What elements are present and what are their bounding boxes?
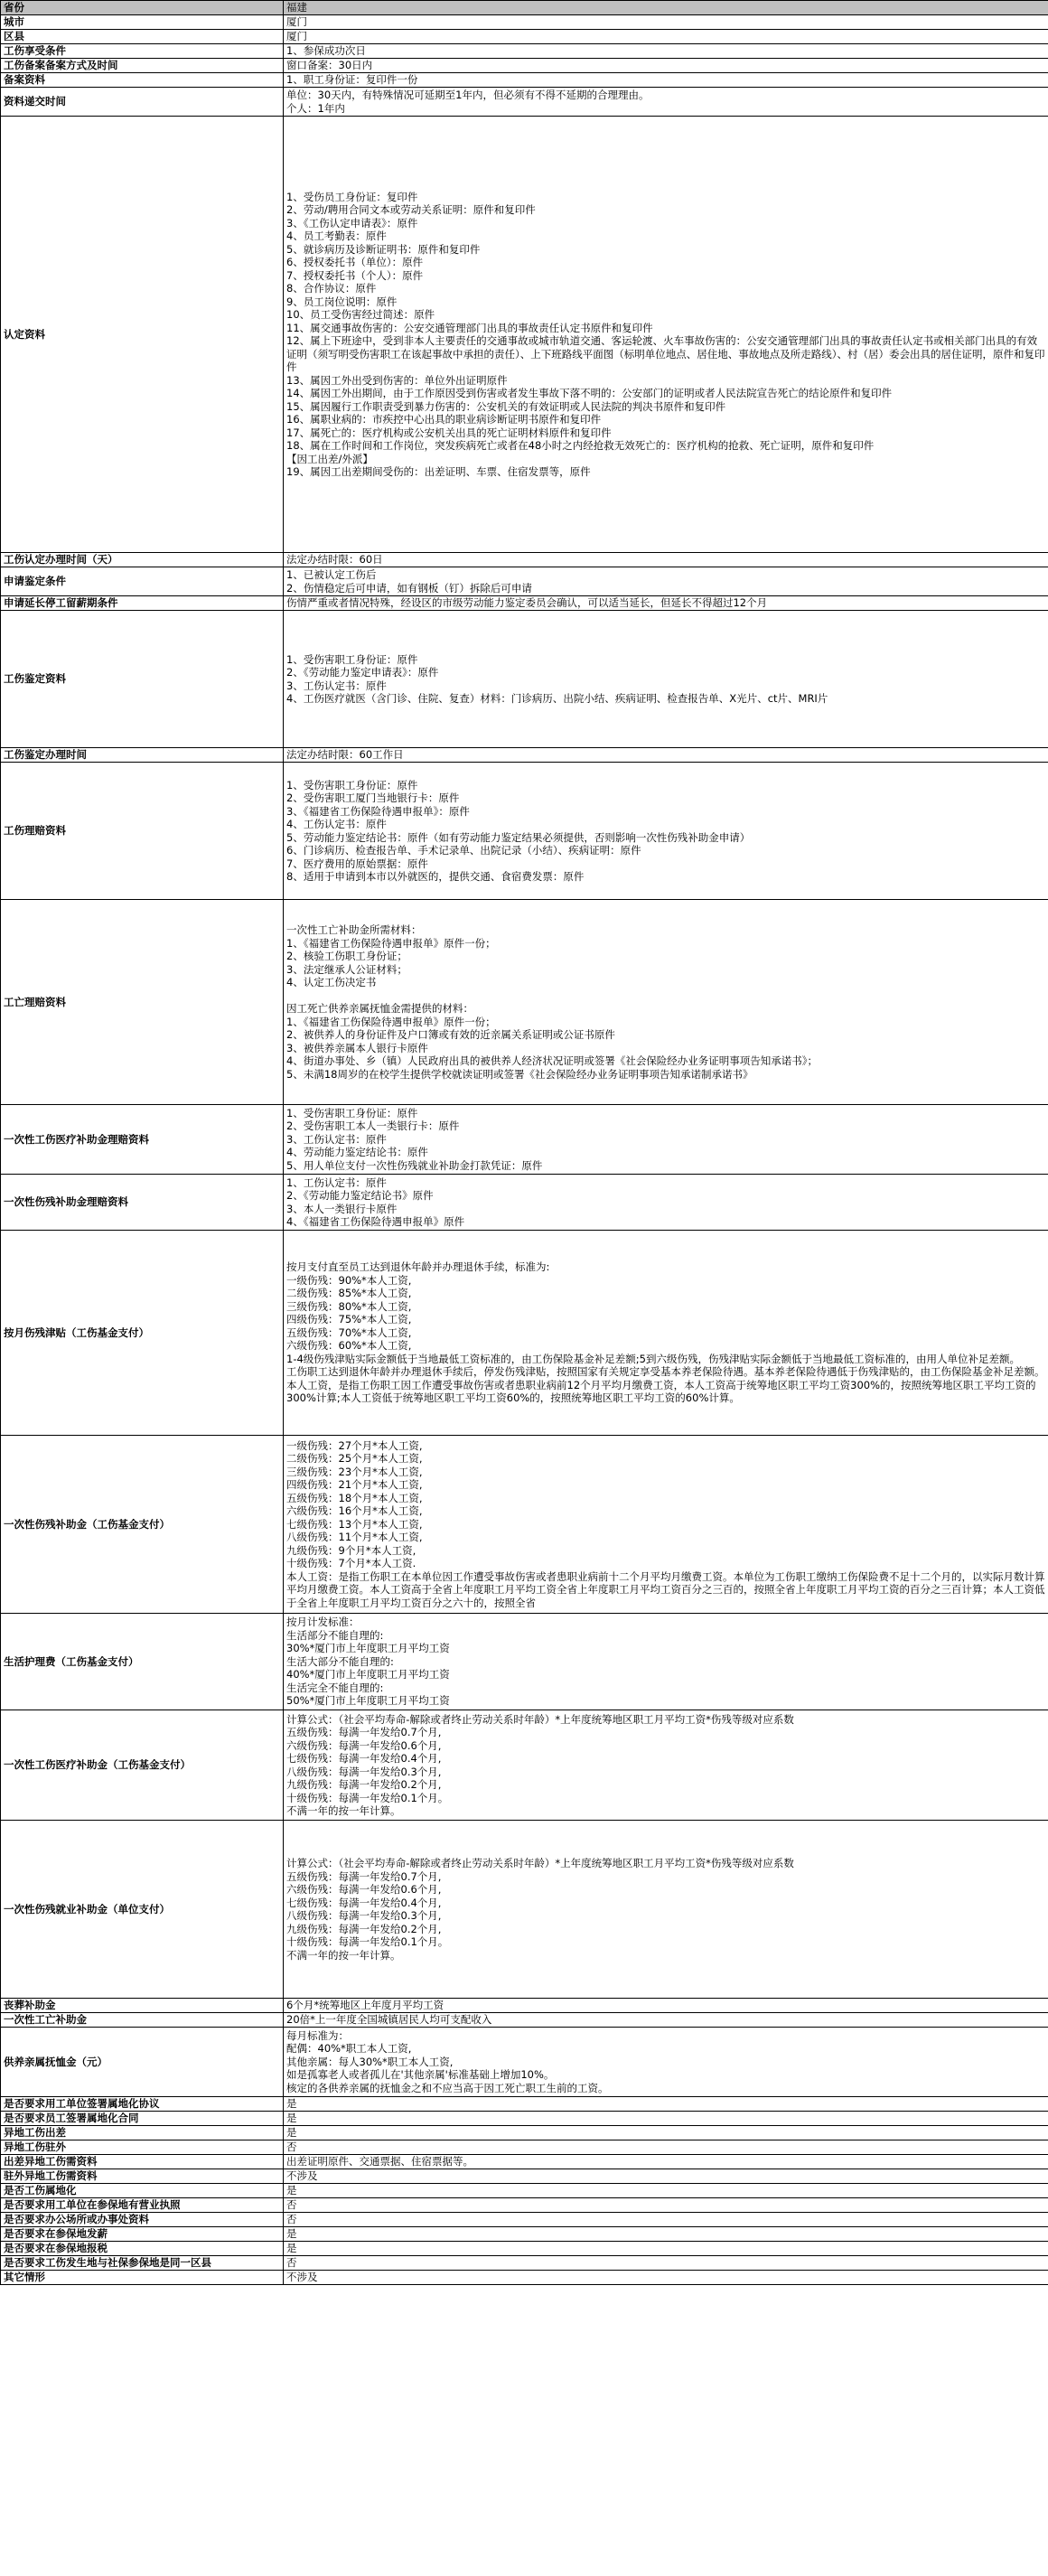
row-label: 备案资料 (1, 73, 284, 88)
row-value: 每月标准为： 配偶：40%*职工本人工资, 其他亲属：每人30%*职工本人工资, 如是孤寡老人或者孤儿在'其他亲属'标准基础上增加10%。 核定的各供养亲属的抚恤金之和不应当高于因工死亡职工生前的工资。 (284, 2028, 1048, 2097)
table-row (1, 900, 1048, 1105)
row-value: 窗口备案：30日内 (284, 59, 1048, 73)
table-row (1, 2213, 1048, 2227)
row-label: 工伤享受条件 (1, 44, 284, 59)
table-row (1, 567, 1048, 596)
row-label: 异地工伤驻外 (1, 2140, 284, 2155)
row-label: 驻外异地工伤需资料 (1, 2169, 284, 2184)
row-label: 是否要求在参保地发薪 (1, 2227, 284, 2242)
table-row (1, 2097, 1048, 2112)
row-value: 计算公式：（社会平均寿命-解除或者终止劳动关系时年龄）*上年度统筹地区职工月平均工资*伤残等级对应系数 五级伤残：每满一年发给0.7个月, 六级伤残：每满一年发给0.6个月, 七级伤残：每满一年发给0.4个月, 八级伤残：每满一年发给0.3个月, 九级伤残：每满一年发给0.2个月, 十级伤残：每满一年发给0.1个月。 不满一年的按一年计算。 (284, 1821, 1048, 1999)
row-value: 1、受伤害职工身份证：原件 2、受伤害职工本人一类银行卡：原件 3、工伤认定书：原件 4、劳动能力鉴定结论书：原件 5、用人单位支付一次性伤残就业补助金打款凭证：原件 (284, 1105, 1048, 1175)
row-value: 福建 (284, 1, 1048, 15)
table-row (1, 2155, 1048, 2169)
row-value: 出差证明原件、交通票据、住宿票据等。 (284, 2155, 1048, 2169)
row-label: 按月伤残津贴（工伤基金支付） (1, 1231, 284, 1436)
row-value: 一级伤残：27个月*本人工资, 二级伤残：25个月*本人工资, 三级伤残：23个月*本人工资, 四级伤残：21个月*本人工资, 五级伤残：18个月*本人工资, 六级伤残：16个月*本人工资, 七级伤残：13个月*本人工资, 八级伤残：11个月*本人工资, 九级伤残：9个月*本人工资, 十级伤残：7个月*本人工资. 本人工资：是指工伤职工在本单位因工作遭受事故伤害或者患职业病前十二个月平均月缴费工资。本单位为工伤职工缴纳工伤保险费不足十二个月的，以实际月数计算平均月缴费工资。本人工资高于全省上年度职工月平均工资全省上年度职工月平均工资百分之三百的，按照全省上年度职工月平均工资的百分之三百计算；本人工资低于全省上年度职工月平均工资百分之六十的，按照全省 (284, 1436, 1048, 1614)
table-row (1, 88, 1048, 117)
row-value: 是 (284, 2112, 1048, 2126)
row-value: 是 (284, 2227, 1048, 2242)
row-label: 异地工伤出差 (1, 2126, 284, 2140)
row-value: 1、工伤认定书：原件 2、《劳动能力鉴定结论书》原件 3、本人一类银行卡原件 4、《福建省工伤保险待遇申报单》原件 (284, 1175, 1048, 1231)
table-row (1, 596, 1048, 611)
table-row (1, 1105, 1048, 1175)
row-label: 丧葬补助金 (1, 1999, 284, 2013)
row-label: 是否要求员工签署属地化合同 (1, 2112, 284, 2126)
row-value: 1、参保成功次日 (284, 44, 1048, 59)
row-label: 是否要求用工单位在参保地有营业执照 (1, 2198, 284, 2213)
row-label: 申请延长停工留薪期条件 (1, 596, 284, 611)
row-value: 1、职工身份证：复印件一份 (284, 73, 1048, 88)
row-value: 厦门 (284, 30, 1048, 44)
table-row (1, 748, 1048, 763)
row-label: 一次性工伤医疗补助金（工伤基金支付） (1, 1710, 284, 1821)
table-row (1, 2028, 1048, 2097)
table-row (1, 59, 1048, 73)
row-label: 省份 (1, 1, 284, 15)
row-label: 工伤鉴定办理时间 (1, 748, 284, 763)
table-row (1, 763, 1048, 900)
row-value: 1、受伤害职工身份证：原件 2、受伤害职工厦门当地银行卡：原件 3、《福建省工伤保险待遇申报单》：原件 4、工伤认定书：原件 5、劳动能力鉴定结论书：原件（如有劳动能力鉴定结果必须提供，否则影响一次性伤残补助金申请） 6、门诊病历、检查报告单、手术记录单、出院记录（小结）、疾病证明：原件 7、医疗费用的原始票据：原件 8、适用于申请到本市以外就医的，提供交通、食宿费发票：原件 (284, 763, 1048, 900)
row-label: 生活护理费（工伤基金支付） (1, 1614, 284, 1710)
row-value: 不涉及 (284, 2271, 1048, 2285)
row-value: 是 (284, 2184, 1048, 2198)
row-label: 工亡理赔资料 (1, 900, 284, 1105)
row-label: 一次性伤残就业补助金（单位支付） (1, 1821, 284, 1999)
row-label: 是否要求用工单位签署属地化协议 (1, 2097, 284, 2112)
table-row (1, 2271, 1048, 2285)
table-row (1, 2169, 1048, 2184)
row-value: 是 (284, 2242, 1048, 2256)
row-value: 一次性工亡补助金所需材料： 1、《福建省工伤保险待遇申报单》原件一份； 2、核验工伤职工身份证； 3、法定继承人公证材料； 4、认定工伤决定书 因工死亡供养亲属抚恤金需提供的材料： 1、《福建省工伤保险待遇申报单》原件一份； 2、被供养人的身份证件及户口簿或有效的近亲属关系证明或公证书原件 3、被供养亲属本人银行卡原件 4、街道办事处、乡（镇）人民政府出具的被供养人经济状况证明或签署《社会保险经办业务证明事项告知承诺书》； 5、未满18周岁的在校学生提供学校就读证明或签署《社会保险经办业务证明事项告知承诺制承诺书》 (284, 900, 1048, 1105)
row-value: 否 (284, 2140, 1048, 2155)
row-label: 是否要求在参保地报税 (1, 2242, 284, 2256)
table-body (1, 1, 1048, 2285)
row-value: 1、受伤员工身份证：复印件 2、劳动/聘用合同文本或劳动关系证明：原件和复印件 3、《工伤认定申请表》：原件 4、员工考勤表：原件 5、就诊病历及诊断证明书：原件和复印件 6、授权委托书（单位）：原件 7、授权委托书（个人）：原件 8、合作协议：原件 9、员工岗位说明：原件 10、员工受伤害经过简述：原件 11、属交通事故伤害的：公安交通管理部门出具的事故责任认定书原件和复印件 12、属上下班途中，受到非本人主要责任的交通事故或城市轨道交通、客运轮渡、火车事故伤害的：公安交通管理部门出具的事故责任认定书或相关部门出具的有效证明（须写明受伤害职工在该起事故中承担的责任）、上下班路线平面图（标明单位地点、居住地、事故地点及所走路线）、村（居）委会出具的居住证明，原件和复印件 13、属因工外出受到伤害的：单位外出证明原件 14、属因工外出期间，由于工作原因受到伤害或者发生事故下落不明的：公安部门的证明或者人民法院宣告死亡的结论原件和复印件 15、属因履行工作职责受到暴力伤害的：公安机关的有效证明或人民法院的判决书原件和复印件 16、属职业病的：市疾控中心出具的职业病诊断证明书原件和复印件 17、属死亡的：医疗机构或公安机关出具的死亡证明材料原件和复印件 18、属在工作时间和工作岗位，突发疾病死亡或者在48小时之内经抢救无效死亡的：医疗机构的抢救、死亡证明，原件和复印件 【因工出差/外派】 19、属因工出差期间受伤的：出差证明、车票、住宿发票等，原件 (284, 117, 1048, 553)
table-row (1, 2256, 1048, 2271)
row-value: 否 (284, 2198, 1048, 2213)
row-value: 20倍*上一年度全国城镇居民人均可支配收入 (284, 2013, 1048, 2028)
row-label: 一次性工亡补助金 (1, 2013, 284, 2028)
row-value: 否 (284, 2256, 1048, 2271)
header-row (1, 1, 1048, 15)
table-row (1, 117, 1048, 553)
row-value: 计算公式：（社会平均寿命-解除或者终止劳动关系时年龄）*上年度统筹地区职工月平均工资*伤残等级对应系数 五级伤残：每满一年发给0.7个月, 六级伤残：每满一年发给0.6个月, 七级伤残：每满一年发给0.4个月, 八级伤残：每满一年发给0.3个月, 九级伤残：每满一年发给0.2个月, 十级伤残：每满一年发给0.1个月。 不满一年的按一年计算。 (284, 1710, 1048, 1821)
row-value: 是 (284, 2126, 1048, 2140)
table-row (1, 73, 1048, 88)
row-value: 是 (284, 2097, 1048, 2112)
table-row (1, 611, 1048, 748)
table-row (1, 30, 1048, 44)
row-label: 工伤备案备案方式及时间 (1, 59, 284, 73)
table-row (1, 2198, 1048, 2213)
row-label: 是否工伤属地化 (1, 2184, 284, 2198)
table-row (1, 2112, 1048, 2126)
row-label: 一次性伤残补助金（工伤基金支付） (1, 1436, 284, 1614)
row-value: 6个月*统筹地区上年度月平均工资 (284, 1999, 1048, 2013)
row-label: 是否要求工伤发生地与社保参保地是同一区县 (1, 2256, 284, 2271)
row-label: 工伤理赔资料 (1, 763, 284, 900)
table-row (1, 2242, 1048, 2256)
row-label: 区县 (1, 30, 284, 44)
row-value: 按月支付直至员工达到退休年龄并办理退休手续，标准为: 一级伤残：90%*本人工资, 二级伤残：85%*本人工资, 三级伤残：80%*本人工资, 四级伤残：75%*本人工资, 五级伤残：70%*本人工资, 六级伤残：60%*本人工资, 1-4级伤残津贴实际金额低于当地最低工资标准的，由工伤保险基金补足差额;5到六级伤残，伤残津贴实际金额低于当地最低工资标准的，由用人单位补足差额。 工伤职工达到退休年龄并办理退休手续后，停发伤残津贴，按照国家有关规定享受基本养老保险待遇。基本养老保险待遇低于伤残津贴的，由工伤保险基金补足差额。 本人工资，是指工伤职工因工作遭受事故伤害或者患职业病前12个月平均月缴费工资，本人工资高于统筹地区职工平均工资300%的，按照统筹地区职工平均工资的300%计算;本人工资低于统筹地区职工平均工资60%的，按照统筹地区职工平均工资的60%计算。 (284, 1231, 1048, 1436)
row-label: 一次性伤残补助金理赔资料 (1, 1175, 284, 1231)
table-row (1, 2140, 1048, 2155)
row-value: 法定办结时限：60日 (284, 553, 1048, 567)
row-value: 厦门 (284, 15, 1048, 30)
table-row (1, 15, 1048, 30)
row-label: 工伤鉴定资料 (1, 611, 284, 748)
row-value: 1、已被认定工伤后 2、伤情稳定后可申请，如有钢板（钉）拆除后可申请 (284, 567, 1048, 596)
row-label: 是否要求办公场所或办事处资料 (1, 2213, 284, 2227)
row-label: 资料递交时间 (1, 88, 284, 117)
table-row (1, 1999, 1048, 2013)
row-value: 1、受伤害职工身份证：原件 2、《劳动能力鉴定申请表》：原件 3、工伤认定书：原件 4、工伤医疗就医（含门诊、住院、复查）材料：门诊病历、出院小结、疾病证明、检查报告单、X光片、ct片、MRI片 (284, 611, 1048, 748)
row-value: 单位：30天内，有特殊情况可延期至1年内，但必须有不得不延期的合理理由。 个人：1年内 (284, 88, 1048, 117)
table-row (1, 2184, 1048, 2198)
row-value: 否 (284, 2213, 1048, 2227)
table-row (1, 2227, 1048, 2242)
table-row (1, 1614, 1048, 1710)
row-label: 工伤认定办理时间（天） (1, 553, 284, 567)
table-row (1, 1175, 1048, 1231)
row-label: 供养亲属抚恤金（元） (1, 2028, 284, 2097)
row-label: 认定资料 (1, 117, 284, 553)
table-row (1, 1821, 1048, 1999)
row-value: 伤情严重或者情况特殊，经设区的市级劳动能力鉴定委员会确认，可以适当延长，但延长不得超过12个月 (284, 596, 1048, 611)
row-label: 出差异地工伤需资料 (1, 2155, 284, 2169)
row-label: 申请鉴定条件 (1, 567, 284, 596)
row-value: 法定办结时限：60工作日 (284, 748, 1048, 763)
table-row (1, 44, 1048, 59)
table-row (1, 1436, 1048, 1614)
row-value: 不涉及 (284, 2169, 1048, 2184)
row-value: 按月计发标准： 生活部分不能自理的: 30%*厦门市上年度职工月平均工资 生活大部分不能自理的: 40%*厦门市上年度职工月平均工资 生活完全不能自理的: 50%*厦门市上年度职工月平均工资 (284, 1614, 1048, 1710)
table-row (1, 2013, 1048, 2028)
table-row (1, 1710, 1048, 1821)
row-label: 城市 (1, 15, 284, 30)
table-row (1, 2126, 1048, 2140)
row-label: 一次性工伤医疗补助金理赔资料 (1, 1105, 284, 1175)
table-row (1, 1231, 1048, 1436)
row-label: 其它情形 (1, 2271, 284, 2285)
table-row (1, 553, 1048, 567)
